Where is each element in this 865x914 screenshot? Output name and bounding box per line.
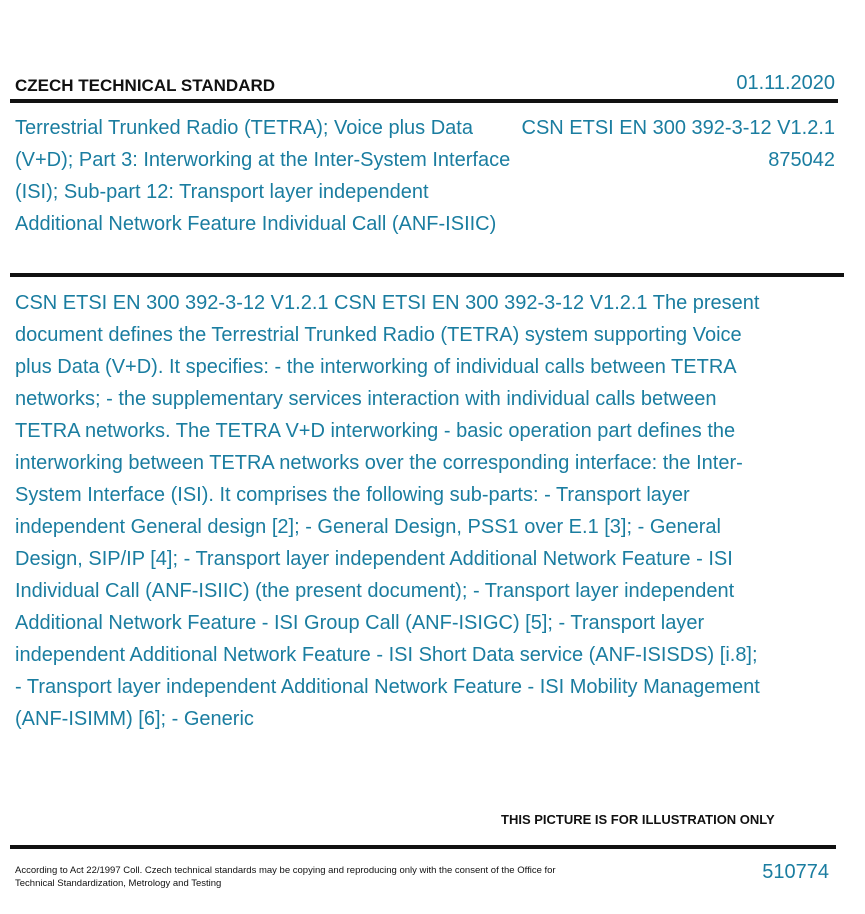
header-divider (10, 99, 838, 103)
footer-number: 510774 (762, 861, 829, 883)
header-date: 01.11.2020 (736, 72, 835, 94)
document-title: Terrestrial Trunked Radio (TETRA); Voice plus Data (V+D); Part 3: Interworking at the Inter-System Interface (ISI); Sub-part 12: Transport layer independent Additional Network Feature Individual Call (ANF-ISIIC) (15, 117, 511, 235)
footer-legal-text: According to Act 22/1997 Coll. Czech technical standards may be copying and reproducing only with the consent of the Office for Technical Standardization, Metrology and Testing (15, 865, 556, 889)
abstract-text: CSN ETSI EN 300 392-3-12 V1.2.1 CSN ETSI EN 300 392-3-12 V1.2.1 The present document defines the Terrestrial Trunked Radio (TETRA) system supporting Voice plus Data (V+D). It specifies: - the interworking of individual calls between TETRA networks; - the supplementary services interaction with individual calls between TETRA networks. The TETRA V+D interworking - basic operation part defines the interworking between TETRA networks over the corresponding interface: the Inter-System Interface (ISI). It comprises the following sub-parts: - Transport layer independent General design [2]; - General Design, PSS1 over E.1 [3]; - General Design, SIP/IP [4]; - Transport layer independent Additional Network Feature - ISI Individual Call (ANF-ISIIC) (the present document); - Transport layer independent Additional Network Feature - ISI Group Call (ANF-ISIGC) [5]; - Transport layer independent Additional Network Feature - ISI Short Data service (ANF-ISISDS) [i.8]; - Transport layer independent Additional Network Feature - ISI Mobility Management (ANF-ISIMM) [6]; - Generic (15, 292, 760, 730)
illustration-note: THIS PICTURE IS FOR ILLUSTRATION ONLY (501, 812, 775, 827)
document-code: CSN ETSI EN 300 392-3-12 V1.2.1 (521, 117, 835, 139)
title-divider (10, 273, 844, 277)
catalog-number: 875042 (768, 149, 835, 171)
header-title: CZECH TECHNICAL STANDARD (15, 76, 276, 95)
document-identifiers (522, 112, 836, 176)
footer-divider (10, 845, 836, 849)
